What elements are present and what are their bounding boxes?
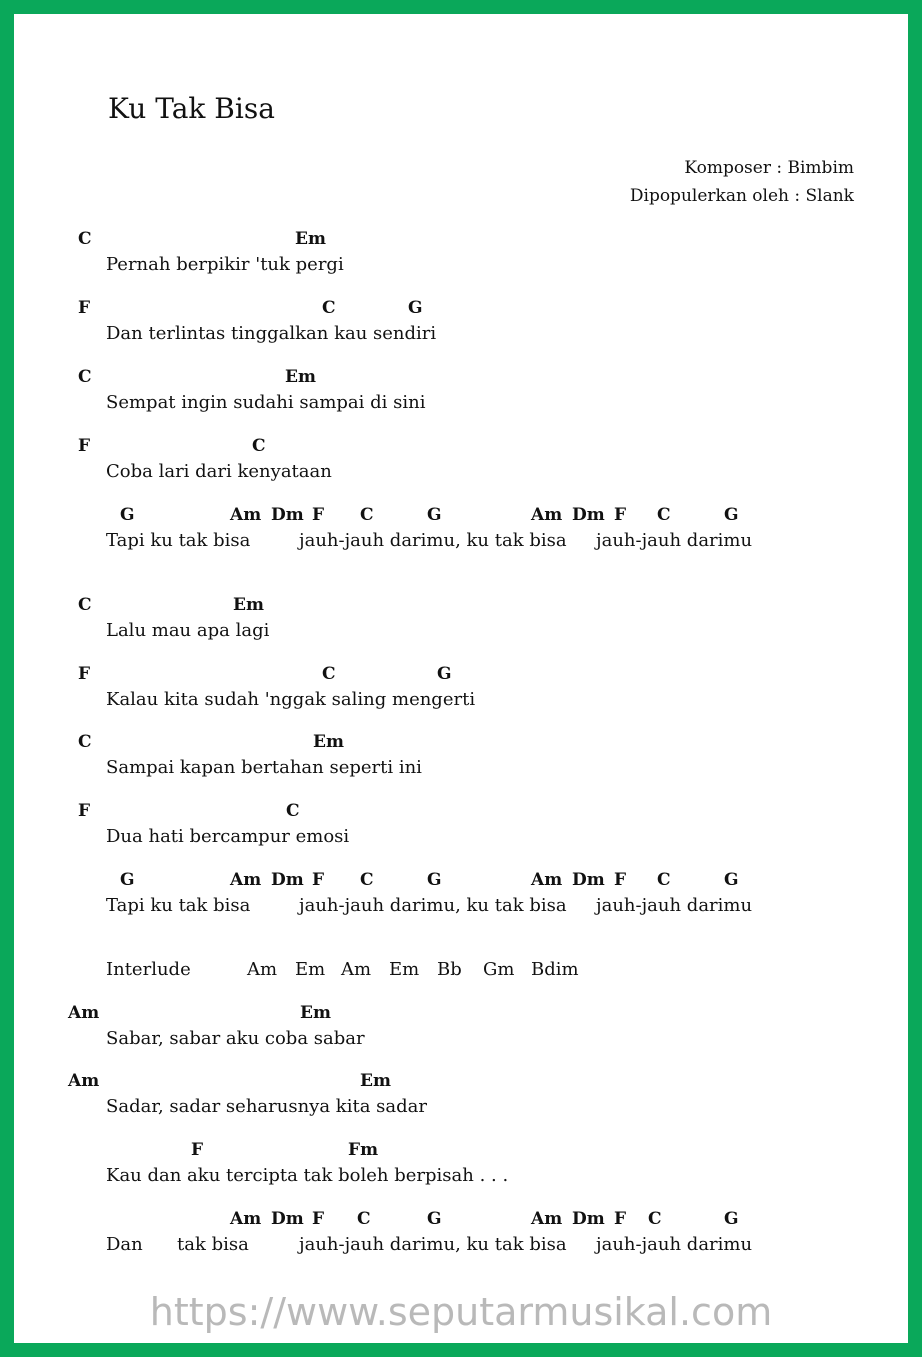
chord: G [427,505,442,525]
lyric-line: Sadar, sadar seharusnya kita sadar [106,1096,427,1117]
chord: Fm [348,1140,379,1160]
chord: Em [360,1071,391,1091]
chord: Dm [572,870,605,890]
chord: G [724,870,739,890]
interlude-chord: Bdim [531,959,579,980]
watermark-url: https://www.seputarmusikal.com [149,1290,773,1334]
chord: G [408,298,423,318]
interlude-chord: Em [389,959,420,980]
chord: F [78,298,91,318]
chord: Em [313,732,344,752]
chord: C [360,870,374,890]
chord: Em [300,1003,331,1023]
chord: F [78,664,91,684]
lyric-line: Sabar, sabar aku coba sabar [106,1028,365,1049]
chord: C [78,732,92,752]
chord: C [252,436,266,456]
interlude-chord: Em [295,959,326,980]
lyric-segment: jauh-jauh darimu, ku tak bisa [299,895,567,916]
lyric-line: Coba lari dari kenyataan [106,461,332,482]
chord: Dm [271,1209,304,1229]
chord: F [78,436,91,456]
chord: F [312,870,325,890]
chord: C [322,298,336,318]
chord: C [286,801,300,821]
composer: Komposer : Bimbim [684,158,854,178]
interlude-chord: Am [247,959,278,980]
chord: F [312,1209,325,1229]
chord: Am [230,505,262,525]
interlude-chord: Gm [483,959,515,980]
chord: C [78,595,92,615]
chord: Dm [271,870,304,890]
chord: Em [295,229,326,249]
lyric-line: Pernah berpikir 'tuk pergi [106,254,344,275]
lyric-segment: Dan [106,1234,143,1255]
chord: Em [233,595,264,615]
chord: C [360,505,374,525]
chord: G [120,870,135,890]
lyric-line: Dan terlintas tinggalkan kau sendiri [106,323,437,344]
chord: G [437,664,452,684]
chord: Dm [271,505,304,525]
chord: G [427,1209,442,1229]
lyric-segment: jauh-jauh darimu [596,530,753,551]
chord: F [614,505,627,525]
chord: C [78,229,92,249]
lyric-line: Lalu mau apa lagi [106,620,270,641]
chord: Am [68,1071,100,1091]
chord: Dm [572,505,605,525]
chord: F [614,870,627,890]
chord: Dm [572,1209,605,1229]
chord: G [120,505,135,525]
lyric-segment: Tapi ku tak bisa [106,895,251,916]
song-title: Ku Tak Bisa [108,92,275,125]
chord: G [427,870,442,890]
chord: Am [230,1209,262,1229]
chord: F [614,1209,627,1229]
lyric-segment: tak bisa [177,1234,249,1255]
chord: Am [531,870,563,890]
chord: Am [531,1209,563,1229]
lyric-line: Dua hati bercampur emosi [106,826,350,847]
chord: F [78,801,91,821]
chord: C [648,1209,662,1229]
lyric-line: Kau dan aku tercipta tak boleh berpisah . . . [106,1165,509,1186]
chord: C [657,870,671,890]
lyric-line: Sempat ingin sudahi sampai di sini [106,392,426,413]
chord: C [657,505,671,525]
chord: C [357,1209,371,1229]
lyric-segment: jauh-jauh darimu [596,1234,753,1255]
chord: Am [68,1003,100,1023]
chord: Em [285,367,316,387]
chord: C [78,367,92,387]
lyric-segment: Tapi ku tak bisa [106,530,251,551]
chord: G [724,505,739,525]
chord: Am [230,870,262,890]
lyric-segment: jauh-jauh darimu, ku tak bisa [299,530,567,551]
lyric-segment: jauh-jauh darimu [596,895,753,916]
chord: C [322,664,336,684]
lyric-line: Sampai kapan bertahan seperti ini [106,757,422,778]
interlude-label: Interlude [106,959,191,980]
chord: F [312,505,325,525]
chord: F [191,1140,204,1160]
interlude-chord: Bb [437,959,462,980]
popularized-by: Dipopulerkan oleh : Slank [629,186,854,206]
chord: G [724,1209,739,1229]
lyric-segment: jauh-jauh darimu, ku tak bisa [299,1234,567,1255]
interlude-chord: Am [341,959,372,980]
lyric-line: Kalau kita sudah 'nggak saling mengerti [106,689,476,710]
chord: Am [531,505,563,525]
